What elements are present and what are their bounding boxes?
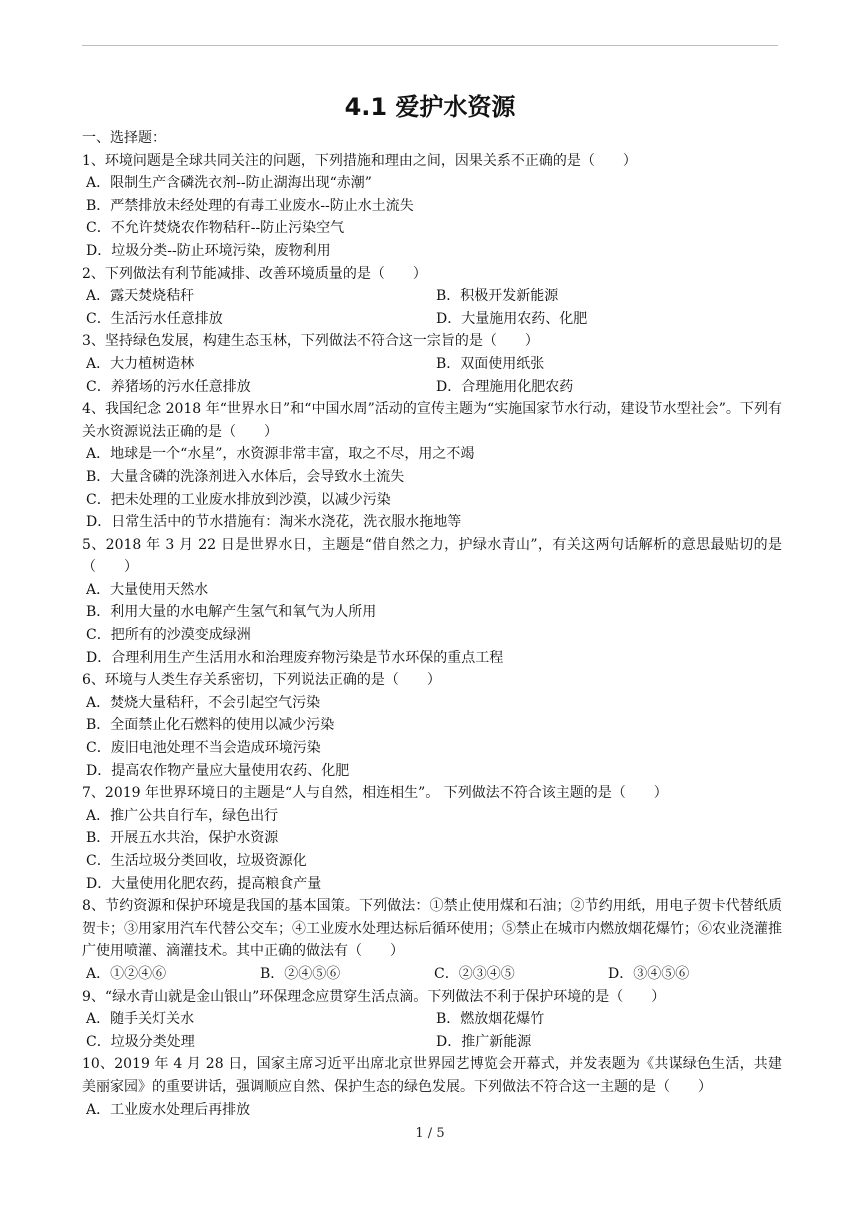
option: B．严禁排放未经处理的有毒工业废水--防止水土流失 (86, 197, 414, 214)
option-row (82, 1008, 782, 1031)
option: A．限制生产含磷洗衣剂--防止湖海出现“赤潮” (86, 175, 372, 192)
option: A．①②④⑥ (86, 965, 167, 982)
option: B．②④⑤⑥ (260, 965, 341, 982)
option: C．不允许焚烧农作物秸秆--防止污染空气 (86, 220, 345, 237)
option: B．开展五水共治，保护水资源 (86, 830, 279, 847)
option: D．③④⑤⑥ (608, 965, 690, 982)
option: A．大力植树造林 (86, 355, 195, 372)
option: C．把所有的沙漠变成绿洲 (86, 627, 251, 644)
option: D．大量施用农药、化肥 (436, 310, 588, 327)
option-row (82, 376, 782, 399)
option: B．双面使用纸张 (436, 355, 545, 372)
option: D．日常生活中的节水措施有：淘米水浇花，洗衣服水拖地等 (86, 514, 462, 531)
option: D．垃圾分类--防止环境污染，废物利用 (86, 242, 331, 259)
section-heading: 一、选择题： (82, 130, 166, 146)
option: A．工业废水处理后再排放 (86, 1101, 251, 1118)
question-stem: 8、节约资源和保护环境是我国的基本国策。下列做法：①禁止使用煤和石油；②节约用纸，用电子贺卡代替纸质贺卡；③用家用汽车代替公交车；④工业废水处理达标后循环使用；⑤禁止在城市内燃放烟花爆竹；⑥农业浇灌推广使用喷灌、滴灌技术。其中正确的做法有（ ） (82, 898, 782, 960)
option: B．利用大量的水电解产生氢气和氧气为人所用 (86, 604, 377, 621)
option-row (82, 963, 782, 986)
question-stem: 1、环境问题是全球共同关注的问题，下列措施和理由之间，因果关系不正确的是（ ） (82, 152, 637, 169)
option: A．推广公共自行车，绿色出行 (86, 807, 279, 824)
option: B．燃放烟花爆竹 (436, 1011, 545, 1028)
option: A．随手关灯关水 (86, 1011, 195, 1028)
header-rule (82, 45, 778, 46)
question-stem: 4、我国纪念 2018 年“世界水日”和“中国水周”活动的宣传主题为“实施国家节水行动，建设节水型社会”。下列有关水资源说法正确的是（ ） (82, 401, 782, 440)
question-stem: 5、2018 年 3 月 22 日是世界水日，主题是“借自然之力，护绿水青山”，有关这两句话解析的意思最贴切的是（ ） (82, 536, 782, 576)
option-row (82, 1031, 782, 1054)
option: B．积极开发新能源 (436, 288, 559, 305)
option-row (82, 308, 782, 331)
page-title: 4.1 爱护水资源 (344, 93, 516, 121)
option: B．全面禁止化石燃料的使用以减少污染 (86, 717, 335, 734)
document-body (82, 127, 782, 1121)
page-number: 1 / 5 (415, 1126, 445, 1141)
question-stem: 2、下列做法有利节能减排、改善环境质量的是（ ） (82, 265, 427, 282)
option: C．②③④⑤ (434, 965, 515, 982)
option: D．合理利用生产生活用水和治理废弃物污染是节水环保的重点工程 (86, 649, 504, 666)
option: A．大量使用天然水 (86, 581, 209, 598)
option: D．提高农作物产量应大量使用农药、化肥 (86, 762, 350, 779)
option: A．焚烧大量秸秆，不会引起空气污染 (86, 694, 321, 711)
option: D．推广新能源 (436, 1033, 532, 1050)
option: D．合理施用化肥农药 (436, 378, 574, 395)
option: B．大量含磷的洗涤剂进入水体后，会导致水土流失 (86, 468, 405, 485)
option: C．把未处理的工业废水排放到沙漠，以减少污染 (86, 491, 391, 508)
question-stem: 7、2019 年世界环境日的主题是“人与自然，相连相生”。 下列做法不符合该主题的是（ ） (82, 785, 668, 802)
option: C．生活垃圾分类回收，垃圾资源化 (86, 853, 307, 869)
option: D．大量使用化肥农药，提高粮食产量 (86, 875, 322, 892)
option: C．废旧电池处理不当会造成环境污染 (86, 740, 321, 757)
question-stem: 9、“绿水青山就是金山银山”环保理念应贯穿生活点滴。下列做法不利于保护环境的是（ ） (82, 988, 666, 1005)
option: C．垃圾分类处理 (86, 1033, 195, 1050)
option: C．养猪场的污水任意排放 (86, 378, 251, 395)
option: A．地球是一个“水星”，水资源非常丰富，取之不尽，用之不竭 (86, 446, 475, 463)
option: C．生活污水任意排放 (86, 310, 223, 327)
question-stem: 3、坚持绿色发展，构建生态玉林，下列做法不符合这一宗旨的是（ ） (82, 333, 539, 350)
option: A．露天焚烧秸秆 (86, 288, 195, 305)
question-stem: 10、2019 年 4 月 28 日，国家主席习近平出席北京世界园艺博览会开幕式，并发表题为《共谋绿色生活，共建美丽家园》的重要讲话，强调顺应自然、保护生态的绿色发展。下列做法不符合这一主题的是（ ） (82, 1056, 782, 1095)
question-stem: 6、环境与人类生存关系密切，下列说法正确的是（ ） (82, 672, 441, 689)
option-row (82, 353, 782, 376)
option-row (82, 285, 782, 308)
